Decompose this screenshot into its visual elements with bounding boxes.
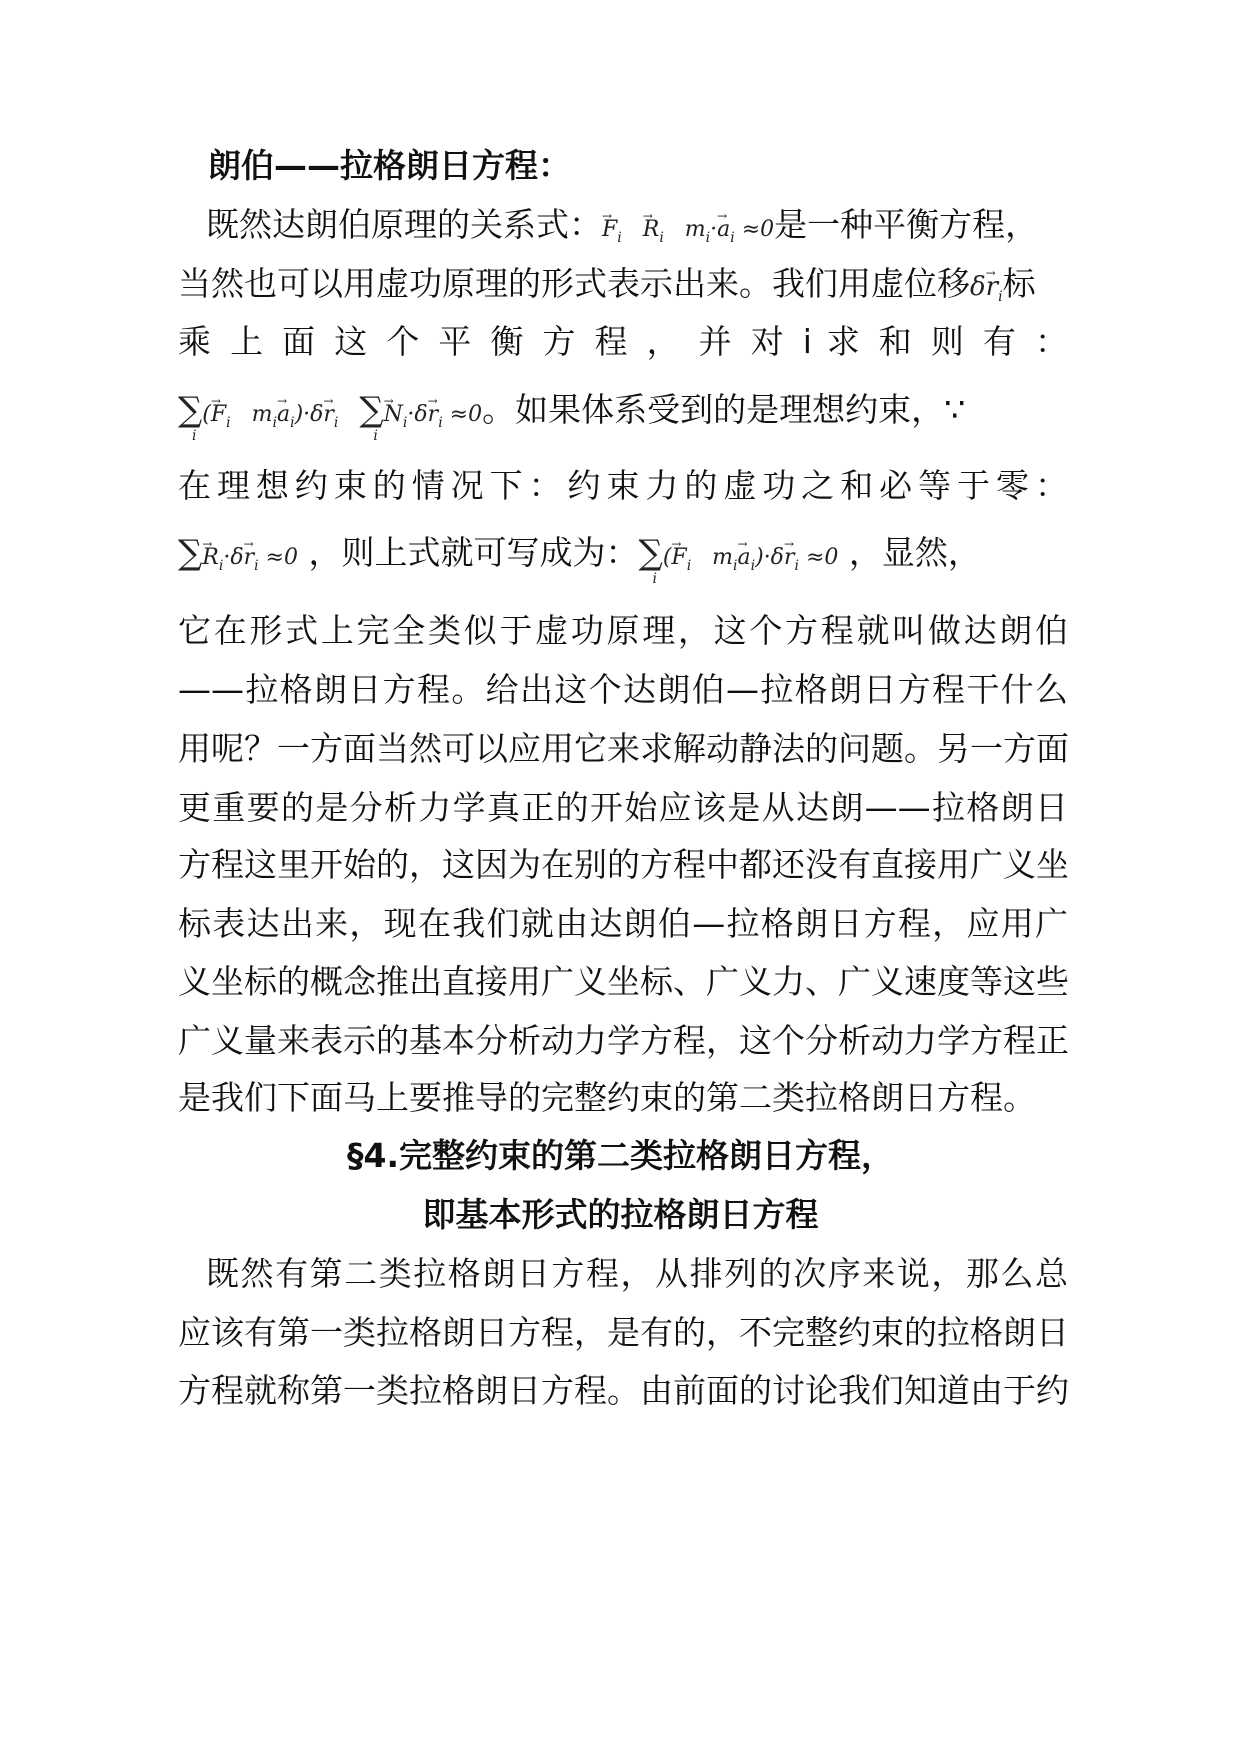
paragraph-1-line-2 <box>178 262 1068 319</box>
paragraph-2-line-2: 应该有第一类拉格朗日方程，是有的，不完整约束的拉格朗日 <box>178 1313 1069 1352</box>
text-segment: ，则上式就可写成为： <box>308 533 639 572</box>
paragraph-1-line-3: 乘 上 面 这 个 平 衡 方 程 ， 并 对 i 求 和 则 有 ： <box>178 322 1068 361</box>
paragraph-1-line-11: 方程这里开始的，这因为在别的方程中都还没有直接用广义坐 <box>178 845 1069 884</box>
formula-dalembert-lagrange: ∑ i (→ $F_i$ $m_i\to a_i)\cdot\delta\to r_i \approx 0$ <box>639 545 839 570</box>
page-title: 朗伯——拉格朗日方程： <box>208 146 571 185</box>
paragraph-1-line-13: 义坐标的概念推出直接用广义坐标、广义力、广义速度等这些 <box>178 962 1069 1001</box>
text-segment: 是一种平衡方程， <box>774 205 1039 244</box>
paragraph-1-line-14: 广义量来表示的基本分析动力学方程，这个分析动力学方程正 <box>178 1021 1069 1060</box>
text-segment: ，显然， <box>848 533 981 572</box>
formula-dalembert: → $F_i \to R_i$ $m_i\cdot\to a_i \approx 0$ <box>602 217 774 242</box>
formula-virtual-displacement: $\delta\to r_i$ <box>970 272 1003 302</box>
paragraph-1-line-1 <box>206 203 1068 260</box>
text-segment: 既然达朗伯原理的关系式： <box>206 205 602 244</box>
paragraph-1-line-10: 更重要的是分析力学真正的开始应该是从达朗——拉格朗日 <box>178 788 1068 827</box>
paragraph-1-line-15: 是我们下面马上要推导的完整约束的第二类拉格朗日方程。 <box>178 1078 1036 1117</box>
formula-sum-1: ∑ i (→ $F_i$ $m_i\to a_i)\cdot\delta\to r_i$ ∑ i → $N_i\cdot\delta\to r_i \approx 0$ <box>178 402 482 427</box>
paragraph-1-line-7: 它在形式上完全类似于虚功原理，这个方程就叫做达朗伯 <box>178 611 1068 650</box>
paragraph-1-line-6 <box>178 531 1068 588</box>
section-heading: §4.完整约束的第二类拉格朗日方程， <box>347 1136 894 1175</box>
section-subheading: 即基本形式的拉格朗日方程 <box>422 1195 819 1234</box>
paragraph-1-line-8: ——拉格朗日方程。给出这个达朗伯—拉格朗日方程干什么 <box>178 670 1068 709</box>
paragraph-1-line-5: 在理想约束的情况下：约束力的虚功之和必等于零： <box>178 466 1068 505</box>
paragraph-1-line-9: 用呢？一方面当然可以应用它来求解动静法的问题。另一方面 <box>178 729 1069 768</box>
paragraph-1-line-4 <box>178 388 1068 445</box>
text-segment: 标 <box>1002 264 1036 303</box>
paragraph-2-line-1: 既然有第二类拉格朗日方程，从排列的次序来说，那么总 <box>206 1254 1068 1293</box>
text-segment: 。如果体系受到的是理想约束，∵ <box>482 390 966 429</box>
paragraph-2-line-3: 方程就称第一类拉格朗日方程。由前面的讨论我们知道由于约 <box>178 1371 1069 1410</box>
formula-ideal-constraint: ∑→ $R_i\cdot\delta\to r_i \approx 0$ <box>178 545 298 570</box>
text-segment: 当然也可以用虚功原理的形式表示出来。我们用虚位移 <box>178 264 970 303</box>
paragraph-1-line-12: 标表达出来，现在我们就由达朗伯—拉格朗日方程，应用广 <box>178 904 1068 943</box>
